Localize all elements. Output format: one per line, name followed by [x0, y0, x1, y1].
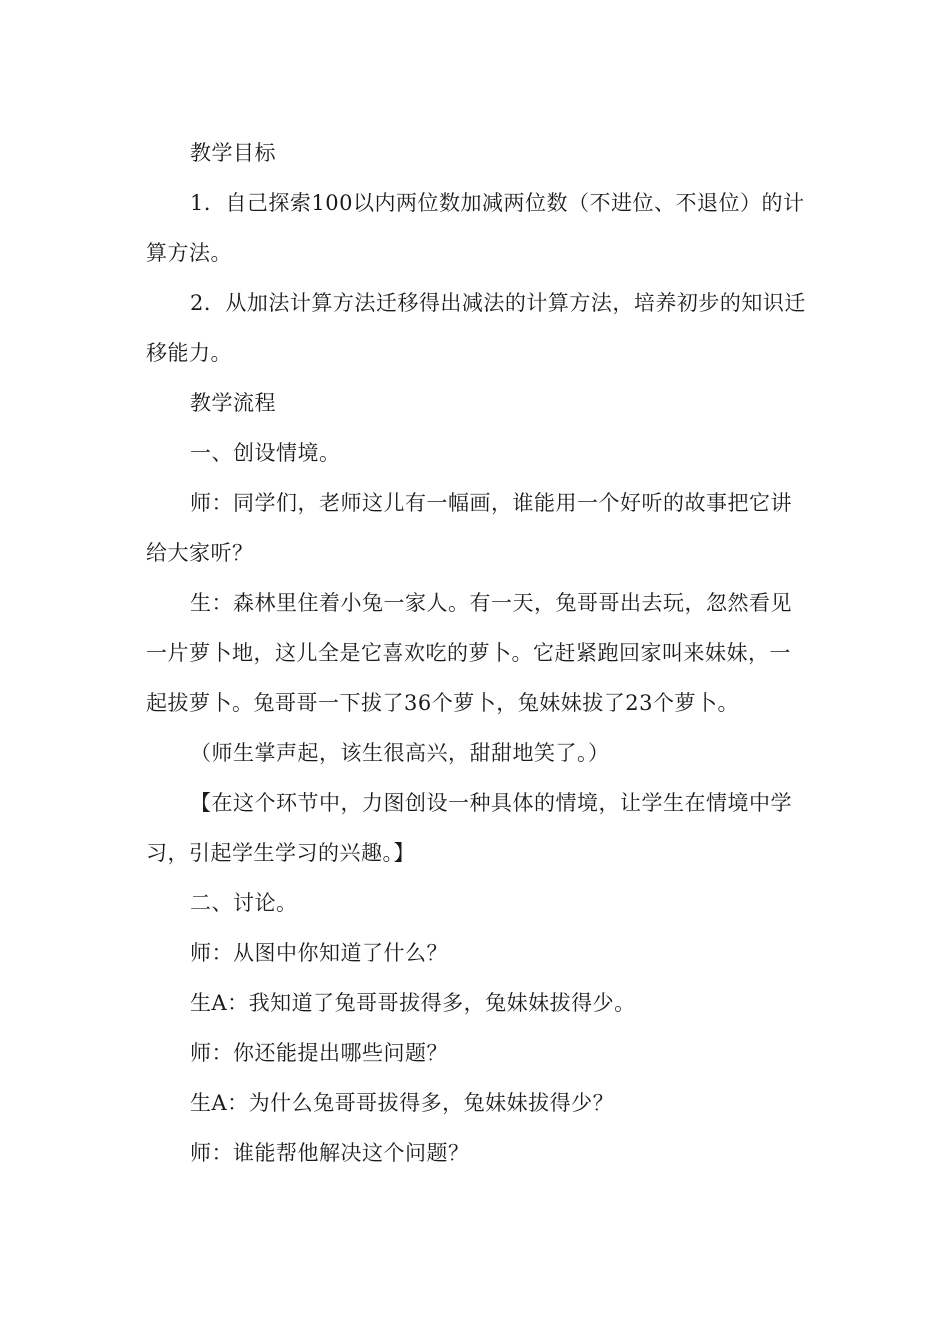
- step-heading-2: 二、讨论。: [190, 891, 298, 915]
- dialogue-teacher: 师：同学们，老师这儿有一幅画，谁能用一个好听的故事把它讲给大家听？: [146, 491, 792, 565]
- document-body: [146, 128, 806, 1178]
- objective-item-1: 1．自己探索100以内两位数加减两位数（不进位、不退位）的计算方法。: [146, 191, 805, 265]
- dialogue-student: 生A：我知道了兔哥哥拔得多，兔妹妹拔得少。: [190, 991, 636, 1015]
- dialogue-teacher: 师：谁能帮他解决这个问题？: [190, 1141, 470, 1165]
- commentary-note: 【在这个环节中，力图创设一种具体的情境，让学生在情境中学习，引起学生学习的兴趣。】: [146, 791, 792, 865]
- dialogue-teacher: 师：从图中你知道了什么？: [190, 941, 448, 965]
- objective-item-2: 2．从加法计算方法迁移得出减法的计算方法，培养初步的知识迁移能力。: [146, 291, 806, 365]
- section-heading-process: 教学流程: [190, 391, 276, 415]
- dialogue-student: 生A：为什么兔哥哥拔得多，兔妹妹拔得少？: [190, 1091, 615, 1115]
- stage-note: （师生掌声起，该生很高兴，甜甜地笑了。）: [190, 741, 610, 765]
- dialogue-teacher: 师：你还能提出哪些问题？: [190, 1041, 448, 1065]
- step-heading-1: 一、创设情境。: [190, 441, 341, 465]
- dialogue-student: 生：森林里住着小兔一家人。有一天，兔哥哥出去玩，忽然看见一片萝卜地，这儿全是它喜欢吃的萝卜。它赶紧跑回家叫来妹妹，一起拔萝卜。兔哥哥一下拔了36个萝卜，兔妹妹拔了23个萝卜。: [146, 591, 792, 715]
- section-heading-objectives: 教学目标: [190, 141, 276, 165]
